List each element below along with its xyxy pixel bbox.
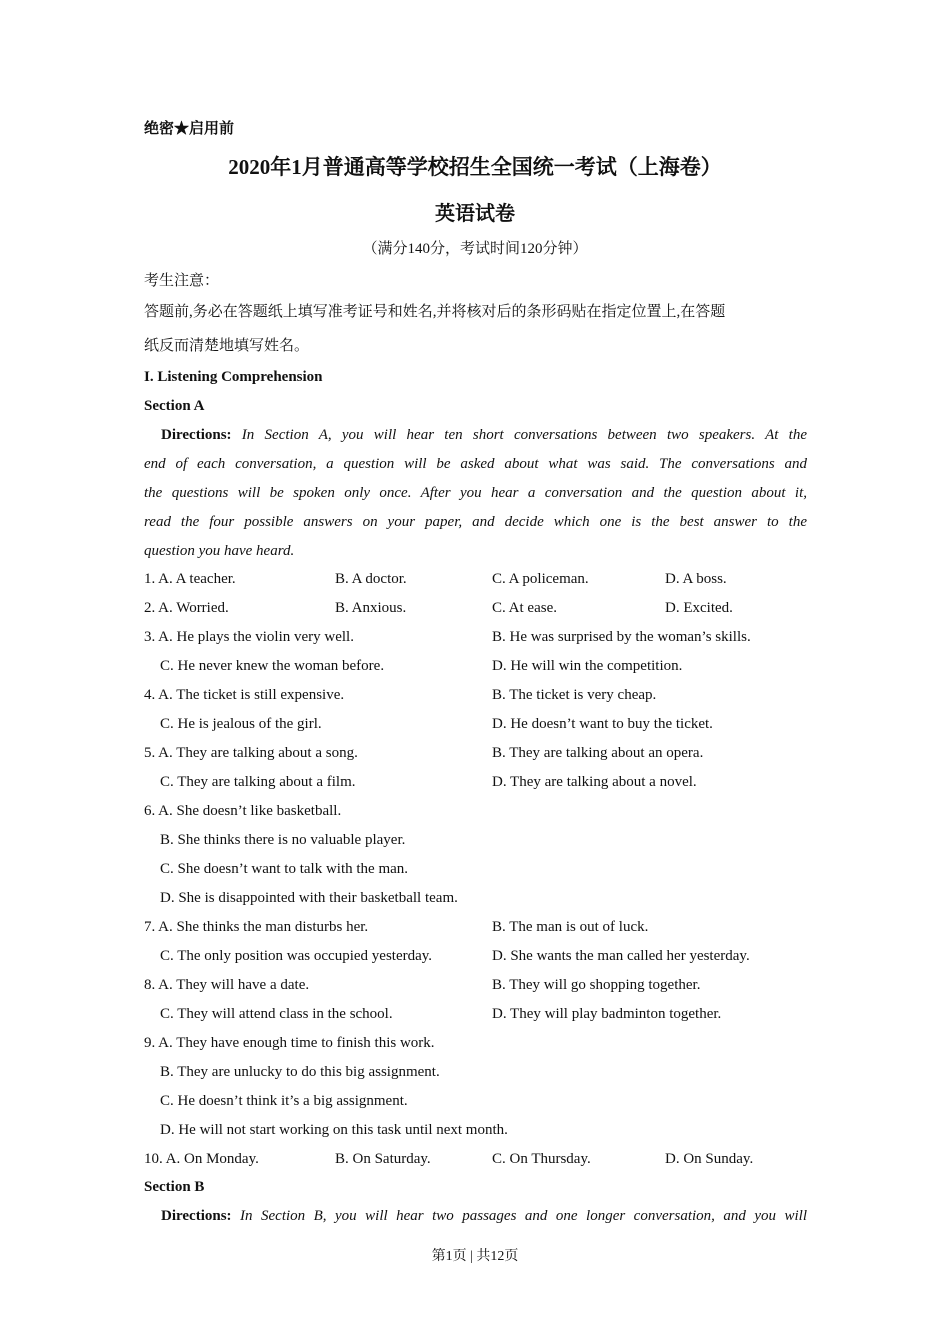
q8-option-b: B. They will go shopping together. xyxy=(492,977,701,993)
q4-option-a: 4. A. The ticket is still expensive. xyxy=(144,687,345,703)
directions-a-label: Directions: xyxy=(161,427,232,443)
q6-option-c: C. She doesn’t want to talk with the man. xyxy=(160,861,409,877)
q7-option-c: C. The only position was occupied yesterday. xyxy=(160,948,433,964)
q1-option-b: B. A doctor. xyxy=(335,571,407,587)
q8-option-a: 8. A. They will have a date. xyxy=(144,977,310,993)
directions-a-line-5: question you have heard. xyxy=(144,543,295,559)
directions-a-line-3: the questions will be spoken only once. After you hear a conversation and the question about it, xyxy=(144,485,807,501)
directions-b-line-1: Directions: In Section B, you will hear two passages and one longer conversation, and you will xyxy=(161,1208,807,1224)
exam-title: 2020年1月普通高等学校招生全国统一考试（上海卷） xyxy=(228,155,722,179)
q9-option-b: B. They are unlucky to do this big assignment. xyxy=(160,1064,440,1080)
q3-option-c: C. He never knew the woman before. xyxy=(160,658,385,674)
q2-option-b: B. Anxious. xyxy=(335,600,407,616)
q4-option-d: D. He doesn’t want to buy the ticket. xyxy=(492,716,713,732)
directions-a-line-1: Directions: In Section A, you will hear ten short conversations between two speakers. At the xyxy=(161,427,807,443)
q3-option-b: B. He was surprised by the woman’s skills. xyxy=(492,629,751,645)
q5-option-b: B. They are talking about an opera. xyxy=(492,745,704,761)
part1-heading: I. Listening Comprehension xyxy=(144,369,323,385)
q10-option-b: B. On Saturday. xyxy=(335,1151,431,1167)
section-a-heading: Section A xyxy=(144,398,205,414)
q7-option-b: B. The man is out of luck. xyxy=(492,919,649,935)
q3-option-a: 3. A. He plays the violin very well. xyxy=(144,629,354,645)
q4-option-c: C. He is jealous of the girl. xyxy=(160,716,322,732)
page-number: 第1页 | 共12页 xyxy=(431,1249,519,1264)
q1-option-a: 1. A. A teacher. xyxy=(144,571,236,587)
q5-option-a: 5. A. They are talking about a song. xyxy=(144,745,358,761)
q9-option-a: 9. A. They have enough time to finish this work. xyxy=(144,1035,435,1051)
exam-subtitle: 英语试卷 xyxy=(435,203,515,225)
q2-option-d: D. Excited. xyxy=(665,600,733,616)
q4-option-b: B. The ticket is very cheap. xyxy=(492,687,657,703)
directions-a-line-4: read the four possible answers on your paper, and decide which one is the best answer to the xyxy=(144,514,807,530)
notice-line-1: 答题前,务必在答题纸上填写准考证号和姓名,并将核对后的条形码贴在指定位置上,在答题 xyxy=(144,304,726,320)
directions-b-label: Directions: xyxy=(161,1208,232,1224)
q10-option-a: 10. A. On Monday. xyxy=(144,1151,259,1167)
q7-option-a: 7. A. She thinks the man disturbs her. xyxy=(144,919,369,935)
q1-option-d: D. A boss. xyxy=(665,571,727,587)
q9-option-d: D. He will not start working on this task until next month. xyxy=(160,1122,508,1138)
q9-option-c: C. He doesn’t think it’s a big assignment. xyxy=(160,1093,408,1109)
q6-option-d: D. She is disappointed with their basketball team. xyxy=(160,890,458,906)
q8-option-d: D. They will play badminton together. xyxy=(492,1006,722,1022)
q3-option-d: D. He will win the competition. xyxy=(492,658,683,674)
directions-a-line-2: end of each conversation, a question will be asked about what was said. The conversations and xyxy=(144,456,807,472)
q6-option-a: 6. A. She doesn’t like basketball. xyxy=(144,803,342,819)
section-b-heading: Section B xyxy=(144,1179,205,1195)
q5-option-d: D. They are talking about a novel. xyxy=(492,774,697,790)
q1-option-c: C. A policeman. xyxy=(492,571,589,587)
notice-label: 考生注意： xyxy=(144,273,220,289)
q7-option-d: D. She wants the man called her yesterday. xyxy=(492,948,750,964)
notice-line-2: 纸反而清楚地填写姓名。 xyxy=(144,338,310,354)
q6-option-b: B. She thinks there is no valuable player. xyxy=(160,832,406,848)
q5-option-c: C. They are talking about a film. xyxy=(160,774,356,790)
q2-option-a: 2. A. Worried. xyxy=(144,600,229,616)
confidential-mark: 绝密★启用前 xyxy=(144,121,235,137)
q2-option-c: C. At ease. xyxy=(492,600,557,616)
q10-option-c: C. On Thursday. xyxy=(492,1151,591,1167)
score-note: （满分140分，考试时间120分钟） xyxy=(362,241,588,257)
q8-option-c: C. They will attend class in the school. xyxy=(160,1006,393,1022)
q10-option-d: D. On Sunday. xyxy=(665,1151,754,1167)
